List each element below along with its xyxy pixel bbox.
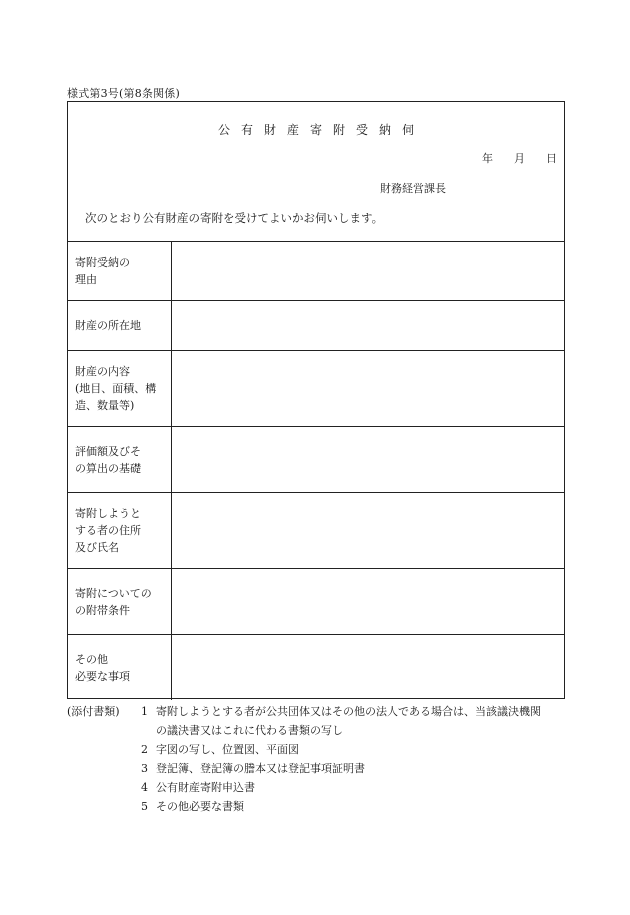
- label-text: 及び氏名: [75, 541, 119, 554]
- label-line: [75, 363, 166, 380]
- label-line: [75, 271, 166, 288]
- form-number-label: 様式第3号(第8条関係): [67, 87, 180, 100]
- attachment-text: 登記簿、登記簿の謄本又は登記事項証明書: [156, 762, 365, 775]
- label-text: 寄附しようと: [75, 507, 141, 520]
- form-header: [68, 102, 564, 242]
- label-line: [75, 651, 166, 668]
- label-line: [75, 460, 166, 477]
- label-line: [75, 317, 166, 334]
- form-frame: [67, 101, 565, 699]
- label-text: 必要な事項: [75, 669, 130, 683]
- row-property-contents: [68, 351, 564, 427]
- row-label: [68, 351, 172, 426]
- date-month-label: 月: [514, 152, 525, 165]
- label-text: する者の住所: [75, 524, 141, 537]
- attachment-text: の議決書又はこれに代わる書類の写し: [156, 724, 343, 737]
- label-text: 財産の所在地: [75, 319, 141, 332]
- label-text: 評価額及びそ: [75, 444, 141, 458]
- addressee: 財務経営課長: [380, 182, 446, 195]
- attachment-text: 字図の写し、位置図、平面図: [156, 743, 299, 756]
- location-field[interactable]: [172, 301, 564, 350]
- row-label: [68, 427, 172, 492]
- row-label: [68, 493, 172, 568]
- label-text: の附帯条件: [75, 603, 130, 617]
- conditions-field[interactable]: [172, 569, 564, 634]
- attachments-heading: (添付書類): [67, 705, 120, 718]
- date-year-label: 年: [482, 152, 493, 165]
- label-line: [75, 380, 166, 397]
- row-donor-info: [68, 493, 564, 569]
- label-line: [75, 585, 166, 602]
- label-text: 寄附受納の: [75, 255, 130, 269]
- attachment-text: その他必要な書類: [156, 800, 244, 813]
- attachment-number: 2: [141, 743, 148, 756]
- donor-field[interactable]: [172, 493, 564, 568]
- attachment-text: 公有財産寄附申込書: [156, 781, 255, 794]
- label-text: 理由: [75, 272, 97, 286]
- label-line: [75, 668, 166, 685]
- attachment-number: 4: [141, 781, 148, 794]
- intro-text: 次のとおり公有財産の寄附を受けてよいかお伺いします。: [85, 211, 384, 225]
- row-other-matters: [68, 635, 564, 700]
- label-text: (地目、面積、構: [75, 382, 157, 395]
- row-label: [68, 301, 172, 350]
- label-line: [75, 254, 166, 271]
- form-title: 公有財産寄附受納伺: [217, 123, 425, 137]
- label-text: 寄附についての: [75, 586, 152, 600]
- label-text: 造、数量等): [75, 399, 135, 412]
- label-text: その他: [75, 652, 108, 666]
- label-line: [75, 602, 166, 619]
- contents-field[interactable]: [172, 351, 564, 426]
- row-label: [68, 241, 172, 300]
- label-text: 財産の内容: [75, 365, 130, 378]
- attachment-number: 3: [141, 762, 148, 775]
- valuation-field[interactable]: [172, 427, 564, 492]
- row-label: [68, 635, 172, 700]
- row-conditions: [68, 569, 564, 635]
- other-field[interactable]: [172, 635, 564, 700]
- label-line: [75, 539, 166, 556]
- row-property-location: [68, 301, 564, 351]
- attachment-number: 5: [141, 800, 148, 813]
- row-donation-reason: [68, 241, 564, 301]
- label-line: [75, 397, 166, 414]
- date-day-label: 日: [546, 152, 557, 165]
- attachment-number: 1: [141, 705, 148, 718]
- date-line: [482, 150, 556, 166]
- label-line: [75, 443, 166, 460]
- row-label: [68, 569, 172, 634]
- label-line: [75, 505, 166, 522]
- row-valuation-basis: [68, 427, 564, 493]
- attachment-text: 寄附しようとする者が公共団体又はその他の法人である場合は、当該議決機関: [156, 705, 541, 718]
- label-line: [75, 522, 166, 539]
- reason-field[interactable]: [172, 241, 564, 300]
- label-text: の算出の基礎: [75, 461, 141, 475]
